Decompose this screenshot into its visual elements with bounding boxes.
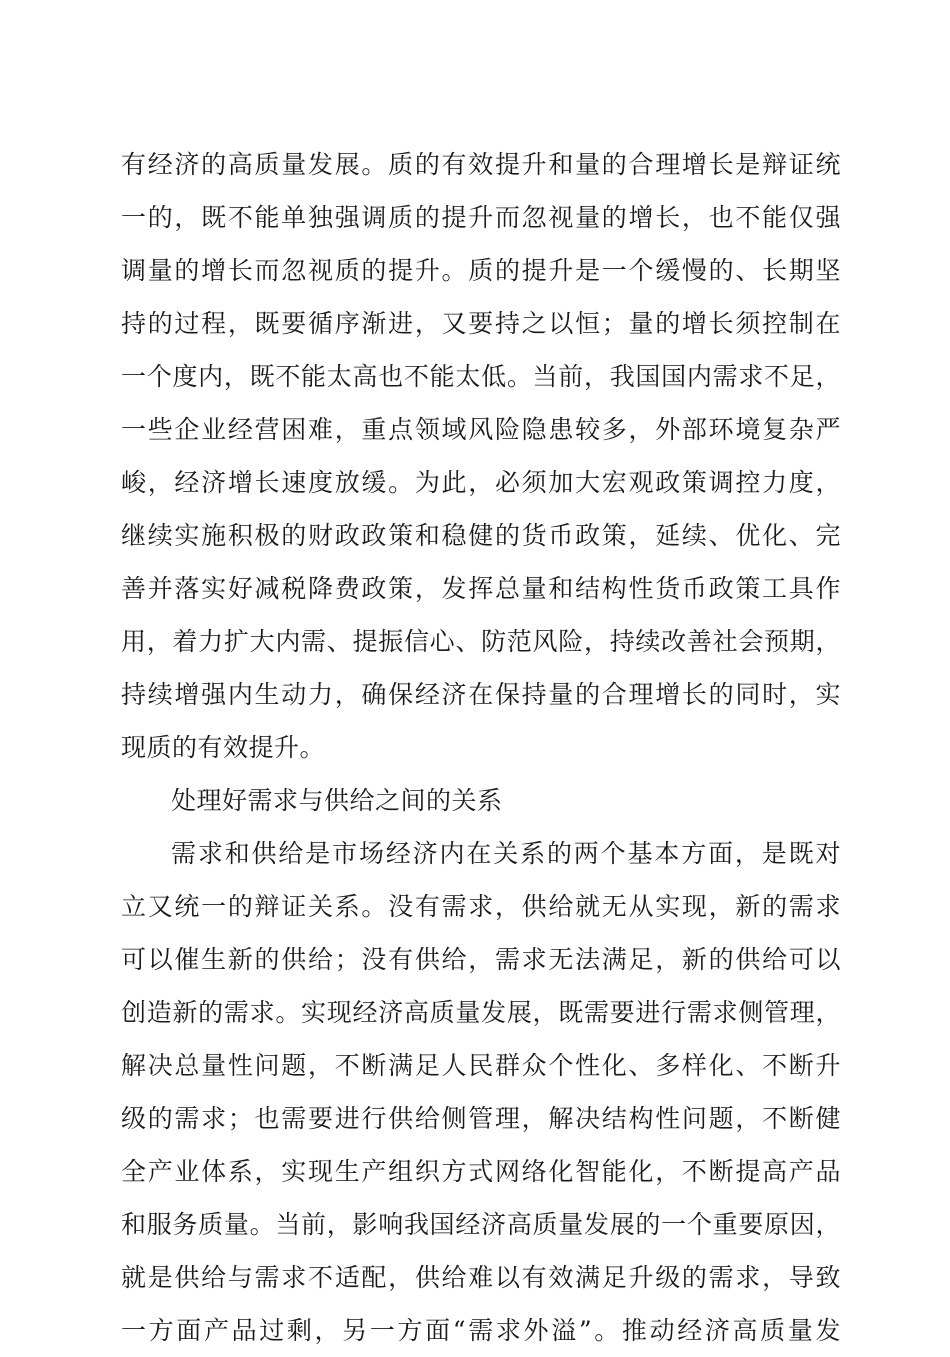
paragraph-2-line: 需求和供给是市场经济内在关系的两个基本方面，是既对 xyxy=(171,839,841,868)
paragraph-2-line: 和服务质量。当前，影响我国经济高质量发展的一个重要原因， xyxy=(121,1210,841,1239)
paragraph-2-line: 解决总量性问题，不断满足人民群众个性化、多样化、不断升 xyxy=(121,1051,841,1080)
paragraph-1-line: 一个度内，既不能太高也不能太低。当前，我国国内需求不足， xyxy=(121,362,841,391)
section-heading: 处理好需求与供给之间的关系 xyxy=(171,786,503,815)
paragraph-1-line: 有经济的高质量发展。质的有效提升和量的合理增长是辩证统 xyxy=(121,150,841,179)
paragraph-1-line: 峻，经济增长速度放缓。为此，必须加大宏观政策调控力度， xyxy=(121,468,841,497)
paragraph-1-line: 一的，既不能单独强调质的提升而忽视量的增长，也不能仅强 xyxy=(121,203,841,232)
paragraph-2-line: 级的需求；也需要进行供给侧管理，解决结构性问题，不断健 xyxy=(121,1104,841,1133)
paragraph-2-line: 可以催生新的供给；没有供给，需求无法满足，新的供给可以 xyxy=(121,945,841,974)
paragraph-2-line: 全产业体系，实现生产组织方式网络化智能化，不断提高产品 xyxy=(121,1157,841,1186)
paragraph-1-line: 用，着力扩大内需、提振信心、防范风险，持续改善社会预期， xyxy=(121,627,841,656)
paragraph-2-line: 一方面产品过剩，另一方面“需求外溢”。推动经济高质量发 xyxy=(121,1316,841,1345)
paragraph-1-line: 一些企业经营困难，重点领域风险隐患较多，外部环境复杂严 xyxy=(121,415,841,444)
paragraph-1-line: 调量的增长而忽视质的提升。质的提升是一个缓慢的、长期坚 xyxy=(121,256,841,285)
paragraph-2-line: 创造新的需求。实现经济高质量发展，既需要进行需求侧管理， xyxy=(121,998,841,1027)
paragraph-1-line: 持续增强内生动力，确保经济在保持量的合理增长的同时，实 xyxy=(121,680,841,709)
document-body xyxy=(121,138,841,1357)
paragraph-1-line: 继续实施积极的财政政策和稳健的货币政策，延续、优化、完 xyxy=(121,521,841,550)
paragraph-1-line: 现质的有效提升。 xyxy=(121,733,326,762)
paragraph-1-line: 持的过程，既要循序渐进，又要持之以恒；量的增长须控制在 xyxy=(121,309,841,338)
paragraph-1-line: 善并落实好减税降费政策，发挥总量和结构性货币政策工具作 xyxy=(121,574,841,603)
paragraph-2-line: 立又统一的辩证关系。没有需求，供给就无从实现，新的需求 xyxy=(121,892,841,921)
paragraph-2-line: 就是供给与需求不适配，供给难以有效满足升级的需求，导致 xyxy=(121,1263,841,1292)
